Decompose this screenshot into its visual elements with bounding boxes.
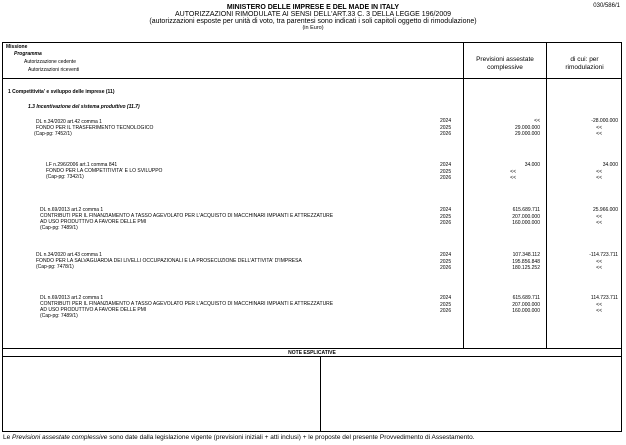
missione-header: Missione — [6, 44, 28, 50]
previsioni-value: 195.856.848 — [512, 258, 540, 265]
block-1-years — [440, 118, 451, 138]
notes-title: NOTE ESPLICATIVE — [288, 350, 336, 356]
programma-row: 1.3 Incentivazione del sistema produttivo (11.7) — [28, 104, 140, 110]
notes-divider — [320, 356, 321, 432]
year: 2025 — [440, 168, 452, 175]
previsioni-value: << — [510, 175, 516, 181]
rimodulazioni-value: -28.000.000 — [591, 118, 618, 124]
block-law: DL n.34/2020 art.43 comma 1 — [36, 252, 102, 258]
block-description-cont: AD USO PRODUTTIVO A FAVORE DELLE PMI — [40, 307, 147, 313]
rimodulazioni-header-line1: di cui: per — [570, 56, 599, 63]
year: 2024 — [440, 162, 452, 168]
block-5-years — [440, 295, 451, 315]
authorization-block-4 — [36, 252, 302, 270]
previsioni-value: 107.348.112 — [512, 252, 540, 258]
rimodulazioni-header-line2: rimodulazioni — [565, 64, 604, 71]
rimodulazioni-value: << — [596, 220, 602, 226]
rimodulazioni-value: 34.000 — [602, 162, 618, 168]
block-3-rimodulazioni — [547, 207, 618, 227]
block-5-previsioni — [464, 295, 540, 315]
notes-title-divider — [2, 356, 622, 357]
block-chapter: (Cap-pg: 7489/1) — [40, 225, 78, 231]
year: 2024 — [440, 252, 452, 258]
report-subtitle: (autorizzazioni esposte per unità di voto, tra parentesi sono indicati i soli capitoli oggetto di rimodulazione) — [149, 18, 477, 25]
block-description: FONDO PER IL TRASFERIMENTO TECNOLOGICO — [36, 125, 154, 131]
block-description: CONTRIBUTI PER IL FINANZIAMENTO A TASSO AGEVOLATO PER L'ACQUISTO DI MACCHINARI IMPIANTI E ATTREZZATURE — [40, 301, 334, 307]
block-4-rimodulazioni — [547, 252, 618, 272]
previsioni-header-line1: Previsioni assestate — [476, 56, 534, 63]
block-description-cont: AD USO PRODUTTIVO A FAVORE DELLE PMI — [40, 219, 147, 225]
rimodulazioni-value: << — [596, 258, 602, 265]
authorization-block-3 — [40, 207, 333, 231]
previsioni-value: 615.689.711 — [512, 207, 540, 213]
previsioni-value: 207.000.000 — [512, 213, 540, 220]
year: 2025 — [440, 301, 452, 308]
year: 2026 — [440, 131, 452, 137]
notes-top-divider — [2, 348, 622, 349]
previsioni-value: 29.000.000 — [514, 124, 540, 131]
block-3-previsioni — [464, 207, 540, 227]
block-3-years — [440, 207, 451, 227]
block-description: CONTRIBUTI PER IL FINANZIAMENTO A TASSO AGEVOLATO PER L'ACQUISTO DI MACCHINARI IMPIANTI E ATTREZZATURE — [40, 213, 334, 219]
block-4-years — [440, 252, 451, 272]
footer-emphasis: Previsioni assestate complessive — [12, 434, 108, 441]
year: 2024 — [440, 118, 452, 124]
authorization-block-2 — [46, 162, 162, 180]
previsioni-header — [464, 56, 546, 72]
year: 2024 — [440, 295, 452, 301]
rimodulazioni-value: << — [596, 308, 602, 314]
footer-pre: Le — [3, 434, 13, 441]
previsioni-value: 615.689.711 — [512, 295, 540, 301]
block-description: FONDO PER LA SALVAGUARDIA DEI LIVELLI OCCUPAZIONALI E LA PROSECUZIONE DELL'ATTIVITA' D'IMPRESA — [36, 258, 302, 264]
year: 2025 — [440, 124, 452, 131]
previsioni-value: 160.000.000 — [512, 220, 540, 226]
rimodulazioni-value: << — [596, 131, 602, 137]
rimodulazioni-value: << — [596, 175, 602, 181]
rimodulazioni-value: 114.723.711 — [590, 295, 618, 301]
previsioni-value: 207.000.000 — [512, 301, 540, 308]
block-2-rimodulazioni — [547, 162, 618, 182]
block-law: LF n.296/2006 art.1 comma 841 — [46, 162, 118, 168]
year: 2026 — [440, 220, 452, 226]
block-2-previsioni — [464, 162, 540, 182]
block-chapter: (Cap-pg: 7452/1) — [34, 131, 72, 137]
report-title: AUTORIZZAZIONI RIMODULATE AI SENSI DELL'ART.33 C. 3 DELLA LEGGE 196/2009 — [175, 11, 451, 18]
block-description: FONDO PER LA COMPETITIVITA' E LO SVILUPPO — [46, 168, 163, 174]
header-divider — [2, 78, 622, 79]
year: 2026 — [440, 175, 452, 181]
rimodulazioni-value: << — [596, 301, 602, 308]
footer-note — [3, 434, 475, 441]
rimodulazioni-value: -114.723.711 — [589, 252, 618, 258]
previsioni-value: 29.000.000 — [514, 131, 540, 137]
year: 2026 — [440, 308, 452, 314]
previsioni-value: 34.000 — [524, 162, 540, 168]
missione-row: 1 Competitivita' e sviluppo delle imprese (11) — [8, 89, 115, 95]
block-1-rimodulazioni — [547, 118, 618, 138]
autorizzazioni-riceventi-header: Autorizzazioni riceventi — [28, 67, 80, 73]
ministry-title: MINISTERO DELLE IMPRESE E DEL MADE IN ITALY — [226, 4, 400, 11]
block-law: DL n.69/2013 art.2 comma 1 — [40, 207, 104, 213]
block-2-years — [440, 162, 451, 182]
rimodulazioni-value: << — [596, 168, 602, 175]
programma-header: Programma — [14, 51, 42, 57]
year: 2026 — [440, 265, 452, 271]
block-5-rimodulazioni — [547, 295, 618, 315]
rimodulazioni-header — [547, 56, 622, 72]
rimodulazioni-value: << — [596, 265, 602, 271]
previsioni-value: << — [534, 118, 540, 124]
block-law: DL n.34/2020 art.42 comma 1 — [36, 119, 102, 125]
block-1-previsioni — [464, 118, 540, 138]
currency-note: (in Euro) — [302, 25, 324, 31]
autorizzazione-cedente-header: Autorizzazione cedente — [24, 59, 76, 65]
block-chapter: (Cap-pg: 7478/1) — [36, 264, 74, 270]
block-4-previsioni — [464, 252, 540, 272]
authorization-block-5 — [40, 295, 333, 319]
footer-post: sono date dalla legislazione vigente (previsioni iniziali + atti inclusi) + le proposte del presente Provvedimento di Assestamento. — [107, 434, 475, 441]
year: 2025 — [440, 213, 452, 220]
year: 2025 — [440, 258, 452, 265]
authorization-block-1 — [36, 119, 153, 137]
previsioni-value: 160.000.000 — [512, 308, 540, 314]
year: 2024 — [440, 207, 452, 213]
rimodulazioni-value: 25.966.000 — [592, 207, 618, 213]
previsioni-value: << — [510, 168, 516, 175]
block-chapter: (Cap-pg: 7489/1) — [40, 313, 78, 319]
table-frame — [2, 42, 622, 432]
previsioni-value: 180.125.252 — [512, 265, 540, 271]
block-chapter: (Cap-pg: 7342/1) — [46, 174, 84, 180]
block-law: DL n.69/2013 art.2 comma 1 — [40, 295, 104, 301]
document-code: 030/586/1 — [593, 3, 620, 9]
rimodulazioni-value: << — [596, 213, 602, 220]
previsioni-header-line2: complessive — [487, 64, 523, 71]
rimodulazioni-value: << — [596, 124, 602, 131]
